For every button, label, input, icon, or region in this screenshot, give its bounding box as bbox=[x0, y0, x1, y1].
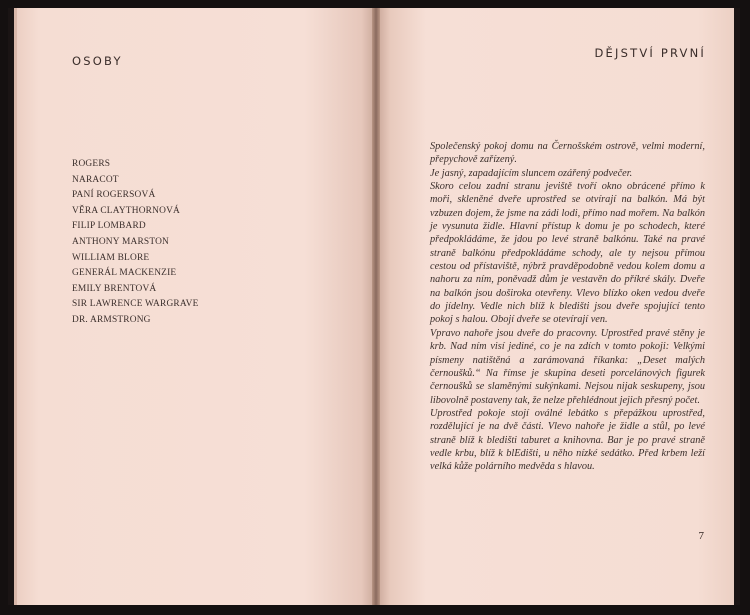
book-spread bbox=[8, 8, 740, 605]
cast-item: ANTHONY MARSTON bbox=[72, 236, 170, 247]
cast-item: EMILY BRENTOVÁ bbox=[72, 283, 157, 294]
cast-item: VĚRA CLAYTHORNOVÁ bbox=[72, 205, 181, 216]
cast-item: DR. ARMSTRONG bbox=[72, 314, 151, 325]
paragraph: Společenský pokoj domu na Černošském ostrově, velmi moderní, přepychově zařízený. bbox=[430, 141, 705, 166]
stage-directions bbox=[430, 140, 705, 474]
cast-item: WILLIAM BLORE bbox=[72, 252, 150, 263]
cast-list bbox=[72, 157, 199, 329]
right-page bbox=[376, 8, 734, 605]
book-gutter bbox=[372, 8, 380, 605]
cast-item: ROGERS bbox=[72, 159, 111, 169]
act-heading: DĚJSTVÍ PRVNÍ bbox=[594, 46, 706, 60]
left-page bbox=[14, 8, 376, 605]
cast-item: PANÍ ROGERSOVÁ bbox=[72, 190, 156, 201]
cast-item: FILIP LOMBARD bbox=[72, 221, 146, 232]
page-number: 7 bbox=[698, 530, 704, 542]
paragraph: Skoro celou zadní stranu jeviště tvoří okno obrácené přímo k moři, skleněné dveře uprostřed se otvírají na balkón. Má být vzbuzen dojem, že jsme na zádi lodi, přímo nad mořem. Na balkón je vysunuta židle. Hlavní přístup k domu je po schodech, které předpokládáme, že jdou po levé straně balkónu. Také na pravé straně balkónu předpokládáme schody, ale ty nejsou přímou cestou od přístaviště, nýbrž pravděpodobně vedou kolem domu a nahoru za ním, poněvadž dům je vestavěn do příkré skály. Dveře na balkón jsou doširoka otevřeny. Vlevo blízko oken vedou dveře do jídelny. Vedle nich blíž k bledišti jsou dveře spojující tento pokoj s halou. Obojí dveře se otevírají ven. bbox=[430, 181, 705, 326]
paragraph: Je jasný, zapadajícím sluncem ozářený podvečer. bbox=[430, 167, 633, 179]
paragraph: Vpravo nahoře jsou dveře do pracovny. Uprostřed pravé stěny je krb. Nad ním visí jediné, co je na zdích v tomto pokoji: Velkými písmeny natištěná a zarámovaná říkanka: „Deset malých černoušků.“ Na římse je skupina deseti porcelánových figurek černoušků se slaměnými sukýnkami. Nejsou nijak seskupeny, jsou libovolně postaveny tak, že nelze přehlédnout jejich přesný počet. bbox=[430, 327, 705, 406]
cast-item: GENERÁL MACKENZIE bbox=[72, 268, 177, 279]
cast-item: SIR LAWRENCE WARGRAVE bbox=[72, 299, 199, 310]
paragraph: Uprostřed pokoje stojí oválné lebátko s přepážkou uprostřed, rozdělující je na dvě části. Vlevo nahoře je židle a stůl, po levé straně blíž k bledišti taburet a knihovna. Bar je po pravé straně vedle krbu, blíž k blEdišti, u něho nízké sedátko. Před krbem leží velká kůže polárního medvěda s hlavou. bbox=[430, 407, 705, 473]
cast-heading: OSOBY bbox=[72, 54, 123, 68]
cast-item: NARACOT bbox=[72, 174, 119, 185]
